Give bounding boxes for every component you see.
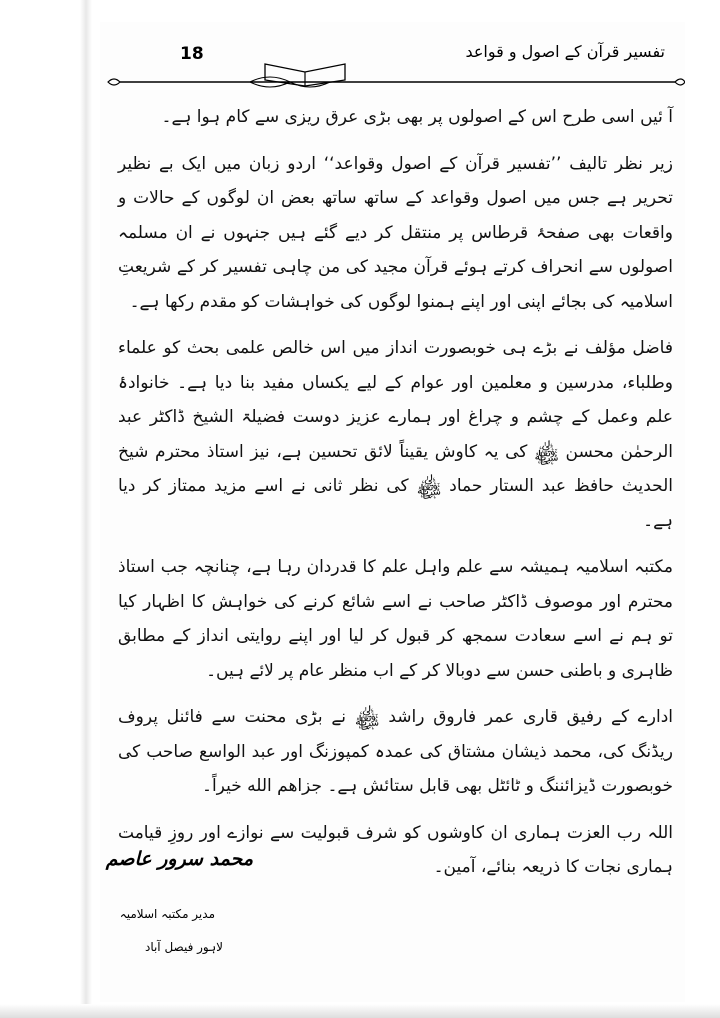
page-number: 18 xyxy=(180,44,204,64)
scan-edge xyxy=(0,0,92,1018)
paragraph-4: مکتبہ اسلامیہ ہمیشہ سے علم واہل علم کا قدردان رہا ہے، چنانچہ جب استاذ محترم اور موصوف ڈاکٹر صاحب نے اسے شائع کرنے کی خواہش کا اظہار کیا تو ہم نے اسے سعادت سمجھ کر قبول کر لیا اور اپنے روایتی انداز کے مطابق ظاہری و باطنی حسن سے دوبالا کر کے اب منظر عام پر لائے ہیں۔ xyxy=(118,557,673,681)
scan-bottom-shade xyxy=(0,1004,720,1018)
signature-name: محمد سرور عاصم xyxy=(105,848,253,870)
signature-place: لاہور فیصل آباد xyxy=(144,940,223,954)
signature-title: مدیر مکتبہ اسلامیہ xyxy=(119,907,215,921)
paragraph-6: اللہ رب العزت ہماری ان کاوشوں کو شرف قبولیت سے نوازے اور روزِ قیامت ہماری نجات کا ذریعہ بنائے، آمین۔ xyxy=(118,822,673,877)
paragraph-3: فاضل مؤلف نے بڑے ہی خوبصورت انداز میں اس خالص علمی بحث کو علماء وطلباء، مدرسین و معلمین اور عوام کے لیے یکساں مفید بنا دیا ہے۔ خانوادۂ علم وعمل کے چشم و چراغ اور ہمارے عزیز دوست فضیلۃ الشیخ ڈاکٹر عبد الرحمٰن محسن ﷾ کی یہ کاوش یقیناً لائق تحسین ہے، نیز استاذ محترم شیخ الحدیث حافظ عبد الستار حماد ﷾ کی نظر ثانی نے اسے مزید ممتاز کر دیا ہے۔ xyxy=(118,338,673,531)
body-text xyxy=(118,100,673,897)
page-header xyxy=(100,40,685,100)
paragraph-2: زیر نظر تالیف ’’تفسیر قرآن کے اصول وقواعد‘‘ اردو زبان میں ایک بے نظیر تحریر ہے جس میں اصول وقواعد کے ساتھ ساتھ بعض ان لوگوں کے حالات و واقعات بھی صفحۂ قرطاس پر منتقل کر دیے گئے ہیں جنہوں نے ان مسلمہ اصولوں سے انحراف کرتے ہوئے قرآن مجید کی من چاہی تفسیر کر کے شریعتِ اسلامیہ کی بجائے اپنی اور اپنے ہمنوا لوگوں کی خواہشات کو مقدم رکھا ہے۔ xyxy=(118,153,673,312)
paragraph-1: آ ئیں اسی طرح اس کے اصولوں پر بھی بڑی عرق ریزی سے کام ہوا ہے۔ xyxy=(161,107,673,127)
running-header-title: تفسیر قرآن کے اصول و قواعد xyxy=(465,42,665,61)
paragraph-5: ادارے کے رفیق قاری عمر فاروق راشد ﷾ نے بڑی محنت سے فائنل پروف ریڈنگ کی، محمد ذیشان مشتاق کی عمدہ کمپوزنگ اور عبد الواسع صاحب کی خوبصورت ڈیزائننگ و ٹائٹل بھی قابل ستائش ہے۔ جزاهم الله خيراً۔ xyxy=(118,707,673,796)
book-page xyxy=(100,22,685,1002)
